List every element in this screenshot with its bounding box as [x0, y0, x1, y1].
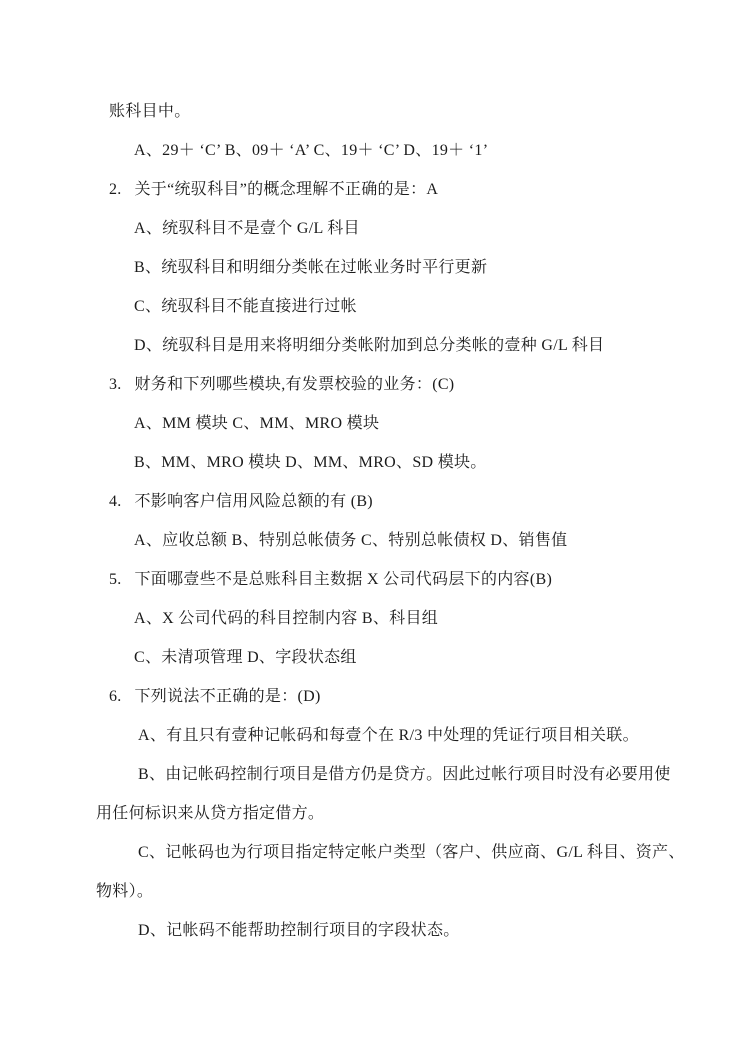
document-line: A、应收总额 B、特别总帐债务 C、特别总帐债权 D、销售值: [134, 532, 568, 549]
document-line: A、29＋ ‘C’ B、09＋ ‘A’ C、19＋ ‘C’ D、19＋ ‘1’: [134, 142, 489, 159]
document-line: 2. 关于“统驭科目”的概念理解不正确的是：A: [109, 181, 439, 198]
document-line: C、记帐码也为行项目指定特定帐户类型（客户、供应商、G/L 科目、资产、: [138, 844, 685, 861]
document-line: C、未清项管理 D、字段状态组: [134, 649, 357, 666]
document-line: D、记帐码不能帮助控制行项目的字段状态。: [138, 922, 460, 939]
document-line: 6. 下列说法不正确的是：(D): [109, 688, 321, 705]
document-line: 3. 财务和下列哪些模块,有发票校验的业务：(C): [109, 376, 455, 393]
document-line: 账科目中。: [109, 103, 191, 120]
document-content: [96, 92, 685, 950]
document-line: B、MM、MRO 模块 D、MM、MRO、SD 模块。: [134, 454, 487, 471]
document-line: C、统驭科目不能直接进行过帐: [134, 298, 357, 315]
document-line: 4. 不影响客户信用风险总额的有 (B): [109, 493, 373, 510]
document-line: A、统驭科目不是壹个 G/L 科目: [134, 220, 360, 237]
document-line: A、MM 模块 C、MM、MRO 模块: [134, 415, 380, 432]
document-line: 用任何标识来从贷方指定借方。: [96, 805, 325, 822]
document-line: B、由记帐码控制行项目是借方仍是贷方。因此过帐行项目时没有必要用使: [138, 766, 671, 783]
document-line: B、统驭科目和明细分类帐在过帐业务时平行更新: [134, 259, 488, 276]
document-line: A、X 公司代码的科目控制内容 B、科目组: [134, 610, 439, 627]
document-line: 5. 下面哪壹些不是总账科目主数据 X 公司代码层下的内容(B): [109, 571, 553, 588]
document-line: A、有且只有壹种记帐码和每壹个在 R/3 中处理的凭证行项目相关联。: [138, 727, 639, 744]
document-line: D、统驭科目是用来将明细分类帐附加到总分类帐的壹种 G/L 科目: [134, 337, 605, 354]
document-line: 物料）。: [96, 883, 154, 900]
